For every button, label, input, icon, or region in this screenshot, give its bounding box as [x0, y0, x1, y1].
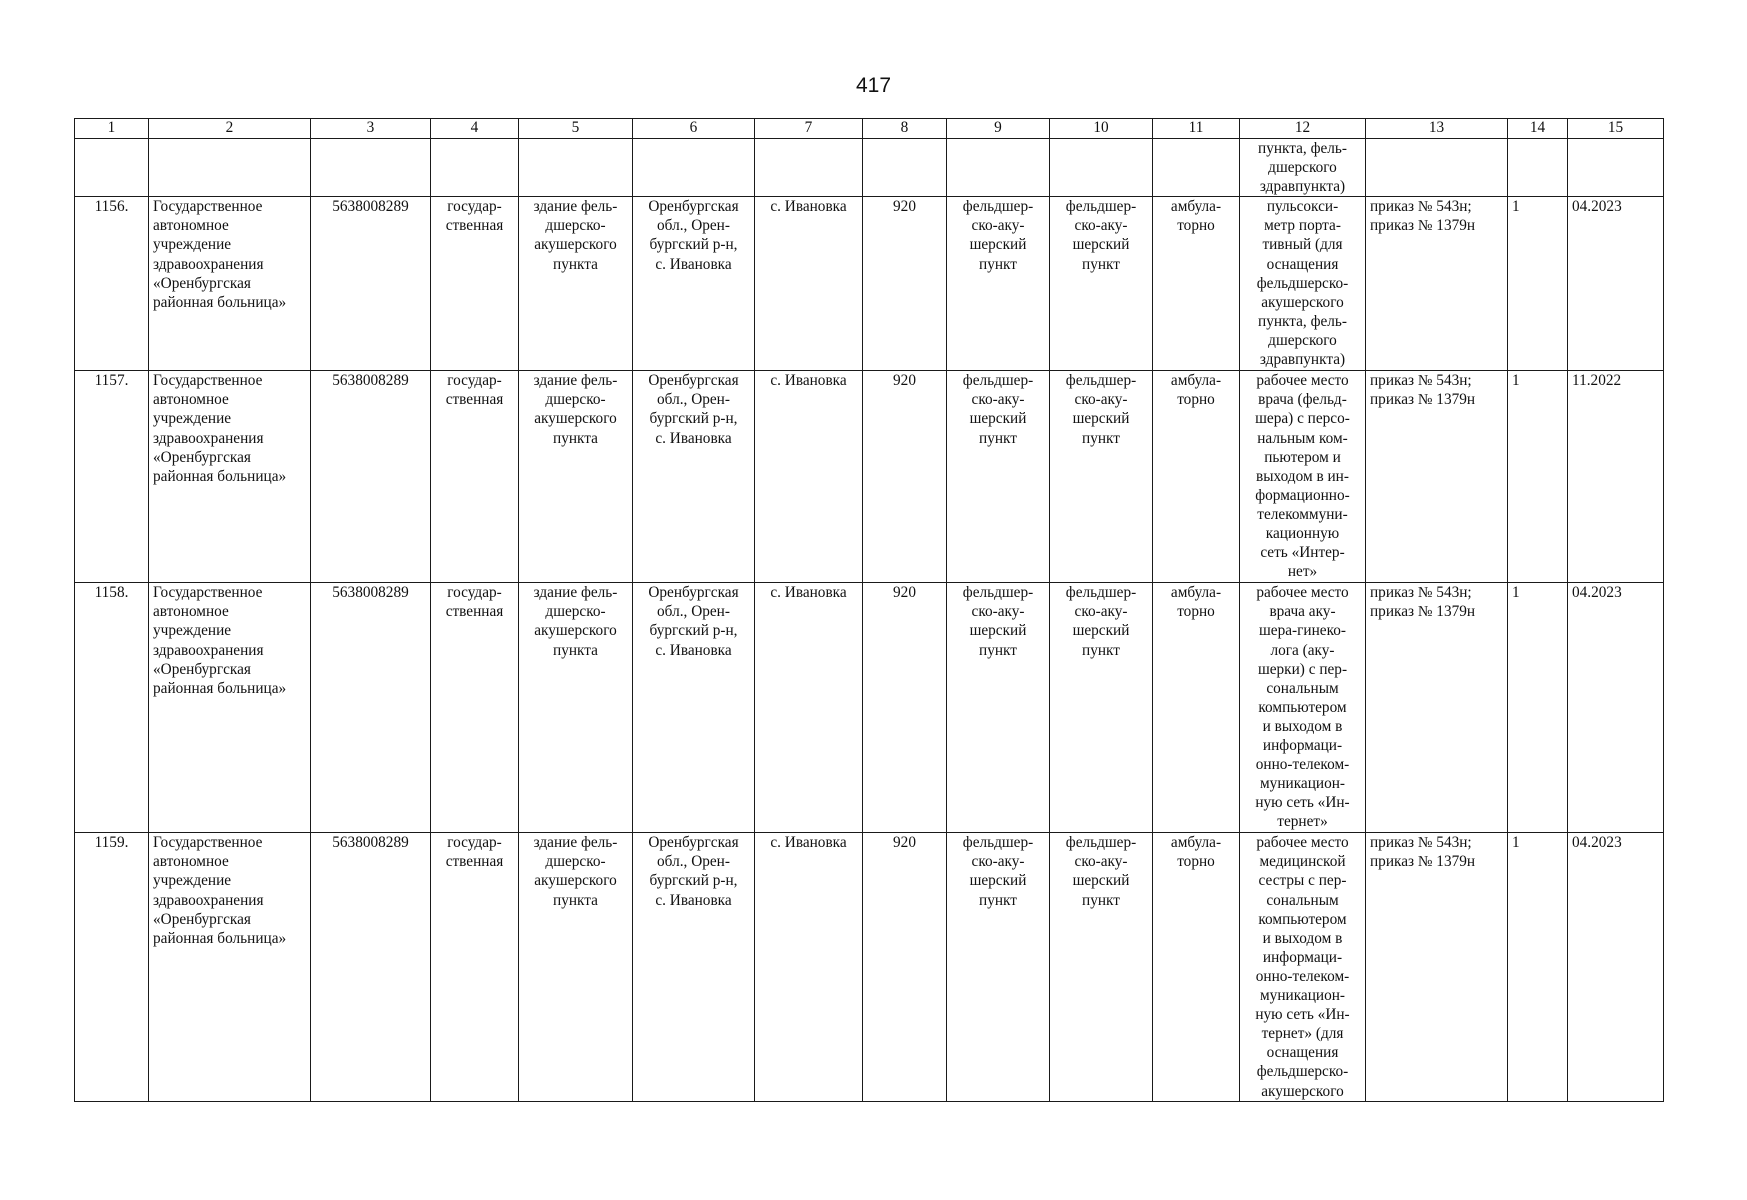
cell-order: приказ № 543н; приказ № 1379н: [1366, 197, 1508, 371]
cell-ownership: государ- ственная: [431, 197, 519, 371]
cell-unit-type-2: фельдшер- ско-аку- шерский пункт: [1050, 583, 1153, 833]
column-header: 6: [633, 119, 755, 139]
column-header: 14: [1508, 119, 1568, 139]
column-header: 8: [863, 119, 947, 139]
cell-number: 1159.: [75, 833, 149, 1101]
cell-equipment: пункта, фель- дшерского здравпункта): [1240, 139, 1366, 197]
column-header: 11: [1153, 119, 1240, 139]
table-row: [75, 371, 1664, 583]
cell-order: приказ № 543н; приказ № 1379н: [1366, 583, 1508, 833]
column-header: 1: [75, 119, 149, 139]
column-header: 4: [431, 119, 519, 139]
cell-number: 1156.: [75, 197, 149, 371]
column-header: 12: [1240, 119, 1366, 139]
cell-ownership: государ- ственная: [431, 833, 519, 1101]
cell-building: здание фель- дшерско- акушерского пункта: [519, 371, 633, 583]
cell-settlement: с. Ивановка: [755, 833, 863, 1101]
cell-organization: Государственное автономное учреждение здравоохранения «Оренбургская районная больница»: [149, 371, 311, 583]
column-header: 9: [947, 119, 1050, 139]
cell-unit-type: фельдшер- ско-аку- шерский пункт: [947, 583, 1050, 833]
cell-organization: Государственное автономное учреждение здравоохранения «Оренбургская районная больница»: [149, 833, 311, 1101]
cell-quantity: 1: [1508, 833, 1568, 1101]
cell-inn: 5638008289: [311, 583, 431, 833]
cell-equipment: рабочее место медицинской сестры с пер- сональным компьютером и выходом в информаци- онно-телеком- муникацион- ную сеть «Ин- тернет» (для оснащения фельдшерско- акушерского: [1240, 833, 1366, 1101]
cell-care-condition: амбула- торно: [1153, 371, 1240, 583]
cell-organization: Государственное автономное учреждение здравоохранения «Оренбургская районная больница»: [149, 583, 311, 833]
column-header: 5: [519, 119, 633, 139]
cell-address: Оренбургская обл., Орен- бургский р-н, с. Ивановка: [633, 583, 755, 833]
cell-inn: 5638008289: [311, 197, 431, 371]
cell-date: 11.2022: [1568, 371, 1664, 583]
cell-order: приказ № 543н; приказ № 1379н: [1366, 833, 1508, 1101]
cell-organization: Государственное автономное учреждение здравоохранения «Оренбургская районная больница»: [149, 197, 311, 371]
continuation-row: [75, 139, 1664, 197]
page-number: 417: [855, 74, 892, 97]
cell-address: Оренбургская обл., Орен- бургский р-н, с. Ивановка: [633, 371, 755, 583]
cell-care-condition: амбула- торно: [1153, 583, 1240, 833]
cell-quantity: 1: [1508, 197, 1568, 371]
cell-inn: 5638008289: [311, 833, 431, 1101]
cell-equipment: рабочее место врача (фельд- шера) с персо- нальным ком- пьютером и выходом в ин- формационно- телекоммуни- кационную сеть «Интер- нет»: [1240, 371, 1366, 583]
cell-date: 04.2023: [1568, 583, 1664, 833]
cell-population: 920: [863, 371, 947, 583]
column-header: 15: [1568, 119, 1664, 139]
cell-ownership: государ- ственная: [431, 371, 519, 583]
cell-number: 1157.: [75, 371, 149, 583]
cell-unit-type: фельдшер- ско-аку- шерский пункт: [947, 833, 1050, 1101]
cell-building: здание фель- дшерско- акушерского пункта: [519, 197, 633, 371]
table-row: [75, 583, 1664, 833]
cell-order: приказ № 543н; приказ № 1379н: [1366, 371, 1508, 583]
cell-address: Оренбургская обл., Орен- бургский р-н, с. Ивановка: [633, 197, 755, 371]
cell-equipment: рабочее место врача аку- шера-гинеко- лога (аку- шерки) с пер- сональным компьютером и выходом в информаци- онно-телеком- муникацион- ную сеть «Ин- тернет»: [1240, 583, 1366, 833]
cell-inn: 5638008289: [311, 371, 431, 583]
column-header: 13: [1366, 119, 1508, 139]
cell-number: 1158.: [75, 583, 149, 833]
cell-unit-type: фельдшер- ско-аку- шерский пункт: [947, 197, 1050, 371]
cell-equipment: пульсокси- метр порта- тивный (для оснащения фельдшерско- акушерского пункта, фель- дшерского здравпункта): [1240, 197, 1366, 371]
cell-unit-type-2: фельдшер- ско-аку- шерский пункт: [1050, 197, 1153, 371]
column-header: 10: [1050, 119, 1153, 139]
cell-building: здание фель- дшерско- акушерского пункта: [519, 833, 633, 1101]
cell-address: Оренбургская обл., Орен- бургский р-н, с. Ивановка: [633, 833, 755, 1101]
cell-date: 04.2023: [1568, 833, 1664, 1101]
table-row: [75, 197, 1664, 371]
registry-table: [74, 118, 1664, 1102]
cell-population: 920: [863, 583, 947, 833]
cell-unit-type-2: фельдшер- ско-аку- шерский пункт: [1050, 833, 1153, 1101]
cell-population: 920: [863, 197, 947, 371]
cell-settlement: с. Ивановка: [755, 197, 863, 371]
header-row: [75, 119, 1664, 139]
cell-population: 920: [863, 833, 947, 1101]
cell-care-condition: амбула- торно: [1153, 197, 1240, 371]
column-header: 3: [311, 119, 431, 139]
table-row: [75, 833, 1664, 1101]
cell-care-condition: амбула- торно: [1153, 833, 1240, 1101]
cell-quantity: 1: [1508, 371, 1568, 583]
cell-unit-type: фельдшер- ско-аку- шерский пункт: [947, 371, 1050, 583]
cell-quantity: 1: [1508, 583, 1568, 833]
cell-unit-type-2: фельдшер- ско-аку- шерский пункт: [1050, 371, 1153, 583]
cell-ownership: государ- ственная: [431, 583, 519, 833]
cell-building: здание фель- дшерско- акушерского пункта: [519, 583, 633, 833]
cell-settlement: с. Ивановка: [755, 371, 863, 583]
column-header: 7: [755, 119, 863, 139]
column-header: 2: [149, 119, 311, 139]
cell-settlement: с. Ивановка: [755, 583, 863, 833]
cell-date: 04.2023: [1568, 197, 1664, 371]
